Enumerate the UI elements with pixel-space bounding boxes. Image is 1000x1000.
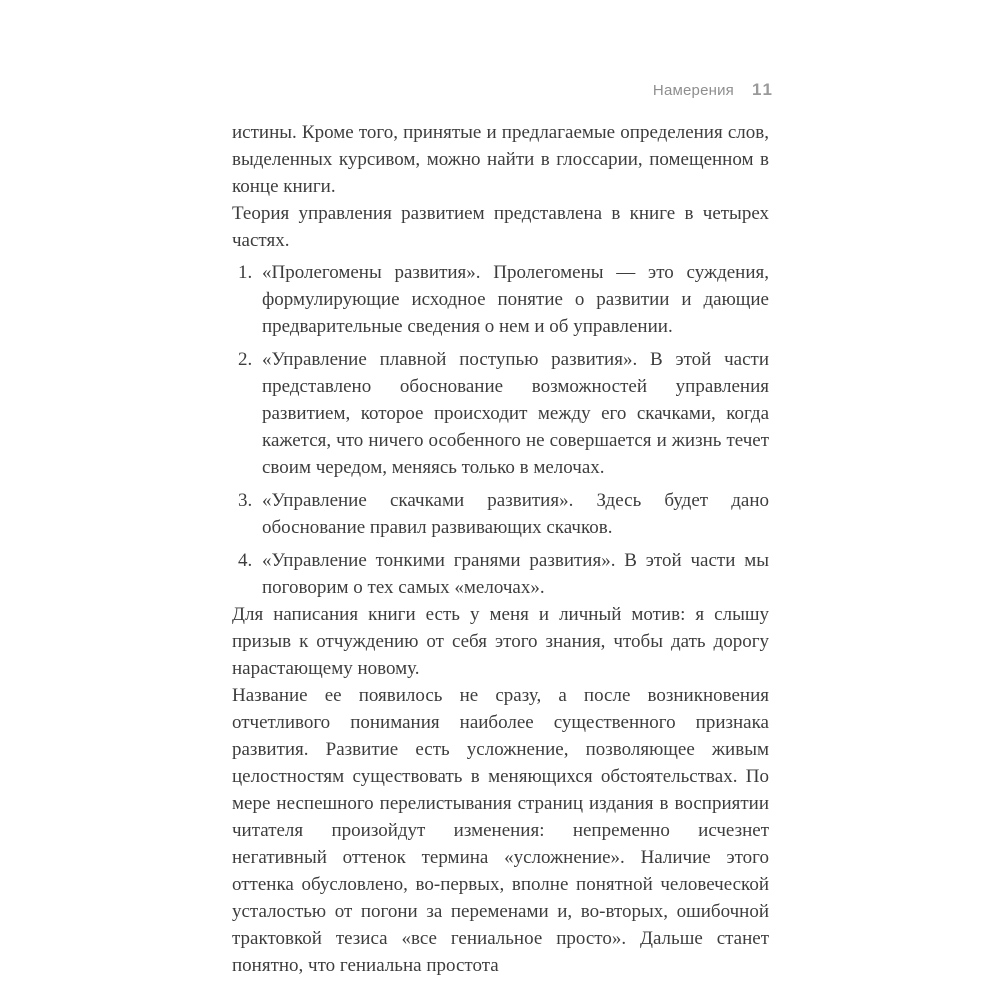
list-item-number: 1. [238, 262, 253, 283]
list-item-text: «Управление плавной поступью развития». В этой части представлено обоснование возможностей управления развитием, которое происходит между его скачками, когда кажется, что ничего особенного не совершается и жизнь течет своим чередом, меняясь только в мелочах. [262, 349, 769, 478]
list-item-number: 3. [238, 490, 253, 511]
text-column [232, 119, 769, 979]
list-item-tonkie-grani [232, 547, 769, 601]
list-item-number: 4. [238, 550, 253, 571]
paragraph-glossary-note: истины. Кроме того, принятые и предлагаемые определения слов, выделенных курсивом, можно найти в глоссарии, помещенном в конце книги. [232, 122, 769, 197]
list-item-text: «Управление тонкими гранями развития». В этой части мы поговорим о тех самых «мелочах». [262, 550, 769, 598]
list-item-prolegomeny [232, 259, 769, 340]
parts-list [232, 259, 769, 601]
running-title: Намерения [652, 82, 735, 99]
page-header [232, 80, 774, 100]
list-item-plavnaya-postup [232, 346, 769, 481]
page-number: 11 [752, 80, 774, 99]
paragraph-title-origin: Название ее появилось не сразу, а после возникновения отчетливого понимания наиболее существенного признака развития. Развитие есть усложнение, позволяющее живым целостностям существовать в меняющихся обстоятельствах. По мере неспешного перелистывания страниц издания в восприятии читателя произойдут изменения: непременно исчезнет негативный оттенок термина «усложнение». Наличие этого оттенка обусловлено, во-первых, вполне понятной человеческой усталостью от погони за переменами и, во-вторых, ошибочной трактовкой тезиса «все гениальное просто». Дальше станет понятно, что гениальна простота [232, 685, 769, 976]
list-item-text: «Управление скачками развития». Здесь будет дано обоснование правил развивающих скачков. [262, 490, 769, 538]
paragraph-personal-motive: Для написания книги есть у меня и личный мотив: я слышу призыв к отчуждению от себя этого знания, чтобы дать дорогу нарастающему новому. [232, 604, 769, 679]
paragraph-theory-parts: Теория управления развитием представлена в книге в четырех частях. [232, 203, 769, 251]
list-item-text: «Пролегомены развития». Пролегомены — это суждения, формулирующие исходное понятие о развитии и дающие предварительные сведения о нем и об управлении. [262, 262, 769, 337]
list-item-skachki [232, 487, 769, 541]
list-item-number: 2. [238, 349, 253, 370]
